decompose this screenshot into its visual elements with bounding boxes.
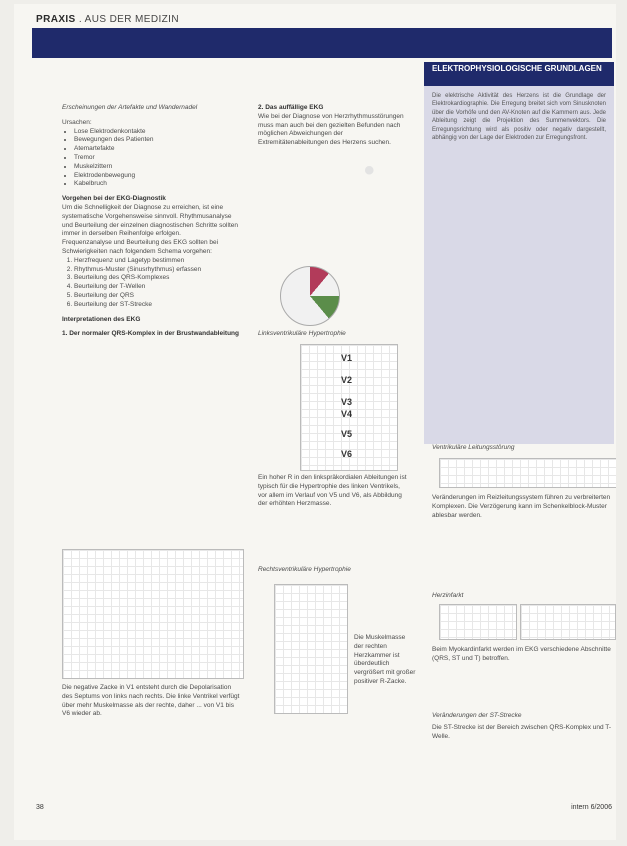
- intro-italic: Erscheinungen der Artefakte und Wandernadel: [62, 104, 198, 111]
- list-item: • Elektrodenbewegung: [74, 172, 242, 181]
- list-item: • Tremor: [74, 154, 242, 163]
- lead-label: V3: [341, 397, 353, 407]
- page-number: 38: [36, 804, 44, 811]
- header-prefix: PRAXIS: [36, 14, 76, 25]
- lead-label: V6: [341, 449, 353, 459]
- issue-label: intern 6/2006: [571, 804, 612, 811]
- para-col3-1: Veränderungen im Reizleitungssystem führen zu verbreiterten Komplexen. Die Verzögerung kann im Schenkelblock-Muster ablesbar werden.: [432, 494, 611, 519]
- caption-rvh: Rechtsventrikuläre Hypertrophie: [258, 566, 351, 573]
- ecg-leads-lvh: [300, 344, 398, 471]
- heading-normal-qrs: 1. Der normaler QRS-Komplex in der Brustwandableitung: [62, 330, 239, 338]
- list-item: • Bewegungen des Patienten: [74, 136, 242, 145]
- list-item: 5. Beurteilung der QRS: [74, 292, 242, 301]
- lead-label: V2: [341, 375, 353, 385]
- top-rule: [32, 28, 612, 58]
- list-item: 3. Beurteilung des QRS-Komplexes: [74, 274, 242, 283]
- column-3: [432, 444, 612, 453]
- para-vorgehen: Um die Schnelligkeit der Diagnose zu erreichen, ist eine systematische Vorgehensweise sinnvoll. Rhythmusanalyse und Beurteilung der einzelnen diagnostischen Schritte sollten immer in derselben Reihenfolge erfolgen.: [62, 203, 238, 238]
- column-1: [62, 104, 242, 339]
- list-item: 1. Herzfrequenz und Lagetyp bestimmen: [74, 257, 242, 266]
- ecg-infarct-1: [439, 604, 517, 640]
- causes-title: Ursachen:: [62, 118, 92, 126]
- caption-st: Veränderungen der ST-Strecke: [432, 712, 522, 719]
- ecg-strip-normal: [62, 549, 244, 679]
- watermark-stamp: •: [364, 154, 375, 187]
- para-col3-3: Die ST-Strecke ist der Bereich zwischen QRS-Komplex und T-Welle.: [432, 724, 612, 740]
- caption-ecg: Ventrikuläre Leitungsstörung: [432, 444, 515, 451]
- ecg-infarct-2: [520, 604, 616, 640]
- causes-list: [62, 128, 242, 190]
- list-item: • Atemartefakte: [74, 145, 242, 154]
- ecg-leads-rvh: [274, 584, 348, 714]
- para-right: Die Muskelmasse der rechten Herzkammer ist überdeutlich vergrößert mit großer positiver R-Zacke.: [354, 634, 416, 685]
- para-col3-2: Beim Myokardinfarkt werden im EKG verschiedene Abschnitte (QRS, ST und T) betroffen.: [432, 646, 611, 662]
- heading-vorgehen: Vorgehen bei der EKG-Diagnostik: [62, 195, 166, 203]
- box-text: Die elektrische Aktivität des Herzens ist die Grundlage der Elektrokardiographie. Die Erregung breitet sich vom Sinusknoten über die Vorhöfe und den AV-Knoten auf die Kammern aus. Jede Ableitung zeigt die Projektion des Summenvektors. Die Erregungsrichtung wird als positiv oder negativ dargestellt, abhängig von der Lage der Elektroden zur Erregungsfront.: [432, 93, 606, 142]
- para-schema: Frequenzanalyse und Beurteilung des EKG sollten bei Schwierigkeiten nach folgendem Schema vorgehen:: [62, 239, 219, 255]
- para-bottom: Die negative Zacke in V1 entsteht durch die Depolarisation des Septums von links nach rechts. Die linke Ventrikel verfügt über mehr Muskelmasse als der rechte, daher ... von V1 bis V6 wieder ab.: [62, 684, 240, 718]
- list-item: • Lose Elektrodenkontakte: [74, 128, 242, 137]
- list-item: • Kabelbruch: [74, 180, 242, 189]
- para-mid: Ein hoher R in den linkspräkordialen Ableitungen ist typisch für die Hypertrophie des linken Ventrikels, vor allem im Verlauf von V5 und V6, als Abbildung der erhöhten Herzmasse.: [258, 474, 407, 508]
- lead-label: V4: [341, 409, 353, 419]
- caption-herzinfarkt: Herzinfarkt: [432, 592, 464, 599]
- list-item: 6. Beurteilung der ST-Strecke: [74, 301, 242, 310]
- page: [14, 4, 616, 840]
- caption-lvh: Linksventrikuläre Hypertrophie: [258, 330, 346, 337]
- column-2: [258, 104, 408, 148]
- heading-interpretation: Interpretationen des EKG: [62, 315, 141, 323]
- ecg-rhythm-strip: [439, 458, 616, 488]
- box-title: ELEKTROPHYSIOLOGISCHE GRUNDLAGEN: [424, 62, 614, 86]
- list-item: 2. Rhythmus-Muster (Sinusrhythmus) erfassen: [74, 266, 242, 275]
- lead-label: V1: [341, 353, 353, 363]
- axis-wheel-diagram: [280, 266, 340, 326]
- running-head: PRAXIS . AUS DER MEDIZIN: [36, 14, 179, 25]
- steps-list: [62, 257, 242, 310]
- para-ekg: Wie bei der Diagnose von Herzrhythmusstörungen muss man auch bei den gezielten Befunden nach möglichen Abweichungen der Extremitätenableitungen des Herzens suchen.: [258, 112, 404, 147]
- header-section: AUS DER MEDIZIN: [84, 14, 179, 25]
- list-item: 4. Beurteilung der T-Wellen: [74, 283, 242, 292]
- list-item: • Muskelzittern: [74, 163, 242, 172]
- heading-ekg: 2. Das auffällige EKG: [258, 104, 324, 111]
- lead-label: V5: [341, 429, 353, 439]
- page-footer: [36, 804, 612, 811]
